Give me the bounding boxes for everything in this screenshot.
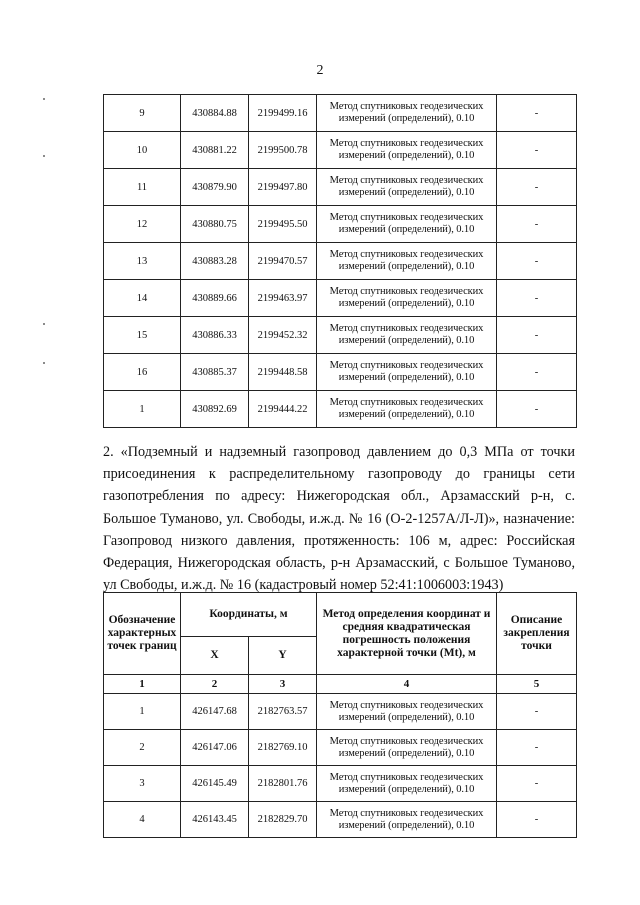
table-row [104,766,577,802]
method-cell: Метод спутниковых геодезических измерений (определений), 0.10 [317,206,497,243]
header-coordinates: Координаты, м [181,593,317,637]
x-coordinate-cell: 426143.45 [181,802,249,838]
column-number: 2 [181,675,249,694]
x-coordinate-cell: 430885.37 [181,354,249,391]
x-coordinate-cell: 430881.22 [181,132,249,169]
y-coordinate-cell: 2199463.97 [249,280,317,317]
table-row [104,317,577,354]
x-coordinate-cell: 426147.68 [181,694,249,730]
point-cell: 4 [104,802,181,838]
point-cell: 1 [104,694,181,730]
description-cell: - [497,317,577,354]
method-cell: Метод спутниковых геодезических измерений (определений), 0.10 [317,802,497,838]
description-cell: - [497,169,577,206]
x-coordinate-cell: 430886.33 [181,317,249,354]
scan-speck [43,98,45,100]
y-coordinate-cell: 2199499.16 [249,95,317,132]
table-row [104,132,577,169]
header-y: Y [249,637,317,675]
point-cell: 9 [104,95,181,132]
x-coordinate-cell: 430880.75 [181,206,249,243]
x-coordinate-cell: 430889.66 [181,280,249,317]
method-cell: Метод спутниковых геодезических измерений (определений), 0.10 [317,95,497,132]
coordinates-table-continued [103,94,577,428]
y-coordinate-cell: 2182763.57 [249,694,317,730]
table-row [104,391,577,428]
point-cell: 2 [104,730,181,766]
description-cell: - [497,243,577,280]
page-number: 2 [316,63,324,78]
y-coordinate-cell: 2182801.76 [249,766,317,802]
method-cell: Метод спутниковых геодезических измерений (определений), 0.10 [317,317,497,354]
method-cell: Метод спутниковых геодезических измерений (определений), 0.10 [317,766,497,802]
header-method: Метод определения координат и средняя квадратическая погрешность положения характерной точки (Mt), м [317,593,497,675]
x-coordinate-cell: 426145.49 [181,766,249,802]
header-x: X [181,637,249,675]
description-cell: - [497,280,577,317]
point-cell: 15 [104,317,181,354]
column-number: 1 [104,675,181,694]
method-cell: Метод спутниковых геодезических измерений (определений), 0.10 [317,730,497,766]
y-coordinate-cell: 2199495.50 [249,206,317,243]
method-cell: Метод спутниковых геодезических измерений (определений), 0.10 [317,280,497,317]
scan-speck [43,323,45,325]
column-number: 3 [249,675,317,694]
method-cell: Метод спутниковых геодезических измерений (определений), 0.10 [317,243,497,280]
point-cell: 13 [104,243,181,280]
header-description: Описание закрепления точки [497,593,577,675]
header-designation: Обозначение характерных точек границ [104,593,181,675]
y-coordinate-cell: 2199500.78 [249,132,317,169]
description-cell: - [497,132,577,169]
y-coordinate-cell: 2199497.80 [249,169,317,206]
point-cell: 3 [104,766,181,802]
description-cell: - [497,391,577,428]
point-cell: 14 [104,280,181,317]
x-coordinate-cell: 430879.90 [181,169,249,206]
table-row [104,694,577,730]
table-row [104,95,577,132]
description-cell: - [497,354,577,391]
description-cell: - [497,206,577,243]
table-row [104,730,577,766]
y-coordinate-cell: 2199452.32 [249,317,317,354]
method-cell: Метод спутниковых геодезических измерений (определений), 0.10 [317,391,497,428]
x-coordinate-cell: 430884.88 [181,95,249,132]
point-cell: 16 [104,354,181,391]
table-row [104,206,577,243]
object-description-paragraph: 2. «Подземный и надземный газопровод давлением до 0,3 МПа от точки присоединения к распределительному газопроводу до границы сети газопотребления по адресу: Нижегородская обл., Арзамасский р-н, с. Большое Туманово, ул. Свободы, и.ж.д. № 16 (О-2-1257А/Л-Л)», назначение: Газопровод низкого давления, протяженность: 106 м, адрес: Российская Федерация, Нижегородская область, р-н Арзамасский, с Большое Туманово, ул Свободы, и.ж.д. № 16 (кадастровый номер 52:41:1006003:1943) [103,444,575,594]
point-cell: 10 [104,132,181,169]
y-coordinate-cell: 2199448.58 [249,354,317,391]
table-row [104,354,577,391]
y-coordinate-cell: 2182829.70 [249,802,317,838]
description-cell: - [497,766,577,802]
method-cell: Метод спутниковых геодезических измерений (определений), 0.10 [317,169,497,206]
description-cell: - [497,694,577,730]
x-coordinate-cell: 430883.28 [181,243,249,280]
table-row [104,169,577,206]
scan-speck [43,362,45,364]
description-cell: - [497,802,577,838]
point-cell: 11 [104,169,181,206]
column-number: 5 [497,675,577,694]
point-cell: 12 [104,206,181,243]
point-cell: 1 [104,391,181,428]
x-coordinate-cell: 426147.06 [181,730,249,766]
y-coordinate-cell: 2199444.22 [249,391,317,428]
method-cell: Метод спутниковых геодезических измерений (определений), 0.10 [317,694,497,730]
table-row [104,243,577,280]
description-cell: - [497,730,577,766]
column-number: 4 [317,675,497,694]
coordinates-table [103,592,577,838]
description-cell: - [497,95,577,132]
y-coordinate-cell: 2199470.57 [249,243,317,280]
table-row [104,280,577,317]
method-cell: Метод спутниковых геодезических измерений (определений), 0.10 [317,354,497,391]
scan-speck [43,155,45,157]
x-coordinate-cell: 430892.69 [181,391,249,428]
y-coordinate-cell: 2182769.10 [249,730,317,766]
method-cell: Метод спутниковых геодезических измерений (определений), 0.10 [317,132,497,169]
table-row [104,802,577,838]
